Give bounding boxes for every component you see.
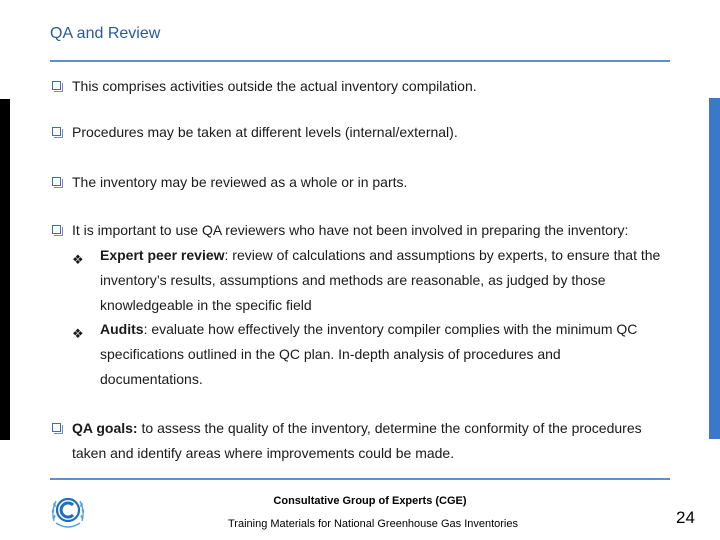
sub-bullet-body: : review of calculations and assumptions by experts, to ensure that the inventory’s results, assumptions and methods are reasonable, as judged by those knowledgeable in the specific field bbox=[100, 247, 661, 313]
sub-bullet-text bbox=[100, 317, 662, 392]
bullet-item bbox=[52, 218, 677, 243]
bullet-text: This comprises activities outside the actual inventory compilation. bbox=[72, 78, 477, 94]
sub-bullet-term: Expert peer review bbox=[100, 247, 225, 263]
bullet-item bbox=[52, 74, 677, 99]
sub-bullet-term: Audits bbox=[100, 321, 144, 337]
goals-term: QA goals: bbox=[72, 420, 138, 436]
page-number: 24 bbox=[676, 508, 695, 527]
sub-bullet-item bbox=[72, 243, 662, 318]
sub-bullet-body: : evaluate how effectively the inventory compiler complies with the minimum QC specifications outlined in the QC plan. In-depth analysis of procedures and documentations. bbox=[100, 321, 638, 387]
square-bullet-icon bbox=[52, 423, 61, 432]
square-bullet-icon bbox=[52, 225, 61, 234]
bullet-text: It is important to use QA reviewers who have not been involved in preparing the inventory: bbox=[72, 222, 629, 238]
title-divider bbox=[50, 60, 670, 62]
footer-divider bbox=[50, 478, 670, 480]
right-accent-bar bbox=[709, 98, 720, 439]
footer-organization: Consultative Group of Experts (CGE) bbox=[273, 495, 467, 507]
footer-subtitle: Training Materials for National Greenhouse Gas Inventories bbox=[227, 518, 518, 530]
square-bullet-icon bbox=[52, 81, 61, 90]
diamond-bullet-icon: ❖ bbox=[72, 326, 84, 341]
bullet-item bbox=[52, 170, 677, 195]
slide-title: QA and Review bbox=[50, 25, 161, 42]
sub-bullet-text bbox=[100, 243, 662, 318]
bullet-text bbox=[72, 416, 677, 466]
goals-body: to assess the quality of the inventory, determine the conformity of the procedures taken and identify areas where improvements could be made. bbox=[72, 420, 642, 461]
square-bullet-icon bbox=[52, 127, 61, 136]
square-bullet-icon bbox=[52, 177, 61, 186]
bullet-text: Procedures may be taken at different levels (internal/external). bbox=[72, 124, 458, 140]
sub-bullet-item bbox=[72, 317, 662, 392]
bullet-item bbox=[52, 416, 677, 466]
left-accent-bar bbox=[0, 99, 10, 440]
bullet-text: The inventory may be reviewed as a whole or in parts. bbox=[72, 174, 408, 190]
diamond-bullet-icon: ❖ bbox=[72, 252, 84, 267]
bullet-item bbox=[52, 120, 677, 145]
